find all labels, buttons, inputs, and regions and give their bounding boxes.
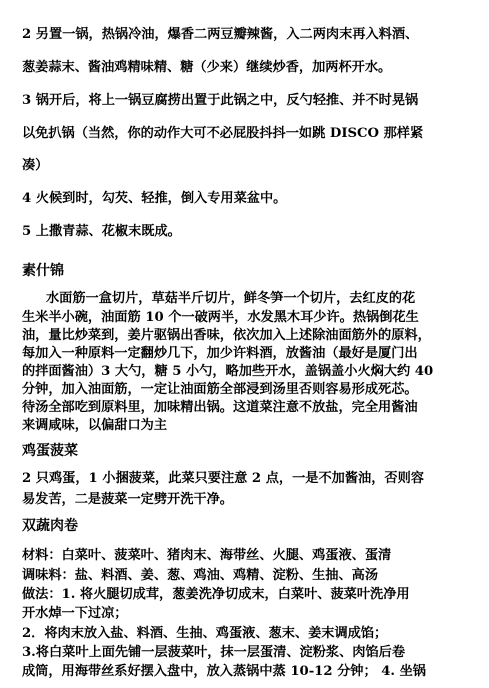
intro-line: 2 另置一锅，热锅冷油，爆香二两豆瓣辣酱，入二两肉末再入料酒、 (22, 27, 419, 42)
section3-line: 调味料：盐、料酒、姜、葱、鸡油、鸡精、淀粉、生抽、高汤 (22, 568, 379, 583)
section1-line: 生米半小碗，油面筋 10 个一破两半，水发黑木耳少许。热锅倒花生 (22, 310, 419, 325)
section-title: 双蔬肉卷 (22, 518, 78, 534)
section1-line: 的拌面酱油）3 大勺，糖 5 小勺，略加些开水，盖锅盖小火焖大约 40 (22, 364, 434, 379)
intro-line: 凑） (22, 158, 49, 173)
intro-line: 葱姜蒜末、酱油鸡精味精、糖（少来）继续炒香，加两杯开水。 (22, 60, 392, 75)
intro-line: 5 上撒青蒜、花椒末既成。 (22, 224, 181, 239)
intro-line: 4 火候到时，勾芡、轻推，倒入专用菜盆中。 (22, 191, 287, 206)
section1-line: 油，量比炒菜到，姜片驱锅出香味，依次加入上述除油面筋外的原料， (22, 328, 431, 343)
section-title: 素什锦 (22, 263, 64, 279)
section3-line: 2．将肉末放入盐、料酒、生抽、鸡蛋液、葱末、姜末调成馅； (22, 626, 388, 641)
section1-line: 分钟，加入油面筋，一定让油面筋全部浸到汤里否则容易形成死芯。 (22, 382, 418, 397)
section2-line: 易发苦，二是菠菜一定劈开洗干净。 (22, 492, 233, 507)
intro-line: 以免扒锅（当然，你的动作大可不必屁股抖抖一如跳 DISCO 那样紧 (22, 126, 424, 141)
section3-line: 3.将白菜叶上面先铺一层菠菜叶，抹一层蛋清、淀粉浆、肉馅后卷 (22, 645, 406, 660)
intro-line: 3 锅开后，将上一锅豆腐捞出置于此锅之中，反勺轻推、并不时晃锅 (22, 93, 419, 108)
section2-line: 2 只鸡蛋，1 小捆菠菜，此菜只要注意 2 点，一是不加酱油，否则容 (22, 471, 424, 486)
section3-line: 材料：白菜叶、菠菜叶、猪肉末、海带丝、火腿、鸡蛋液、蛋清 (22, 548, 392, 563)
section1-line: 水面筋一盒切片，草菇半斤切片，鲜冬笋一个切片，去红皮的花 (46, 291, 416, 306)
section1-line: 每加入一种原料一定翻炒几下，加少许料酒，放酱油（最好是厦门出 (22, 346, 418, 361)
section-title: 鸡蛋菠菜 (22, 443, 78, 459)
section1-line: 待汤全部吃到原料里，加味精出锅。这道菜注意不放盐，完全用酱油 (22, 400, 418, 415)
section3-line: 成筒，用海带丝系好摆入盘中，放入蒸锅中蒸 10-12 分钟； 4. 坐锅 (22, 664, 426, 679)
section3-line: 做法：1. 将火腿切成茸，葱姜洗净切成末，白菜叶、菠菜叶洗净用 (22, 587, 410, 602)
section1-line: 来调咸味，以偏甜口为主 (22, 418, 168, 433)
section3-line: 开水焯一下过凉； (22, 606, 128, 621)
